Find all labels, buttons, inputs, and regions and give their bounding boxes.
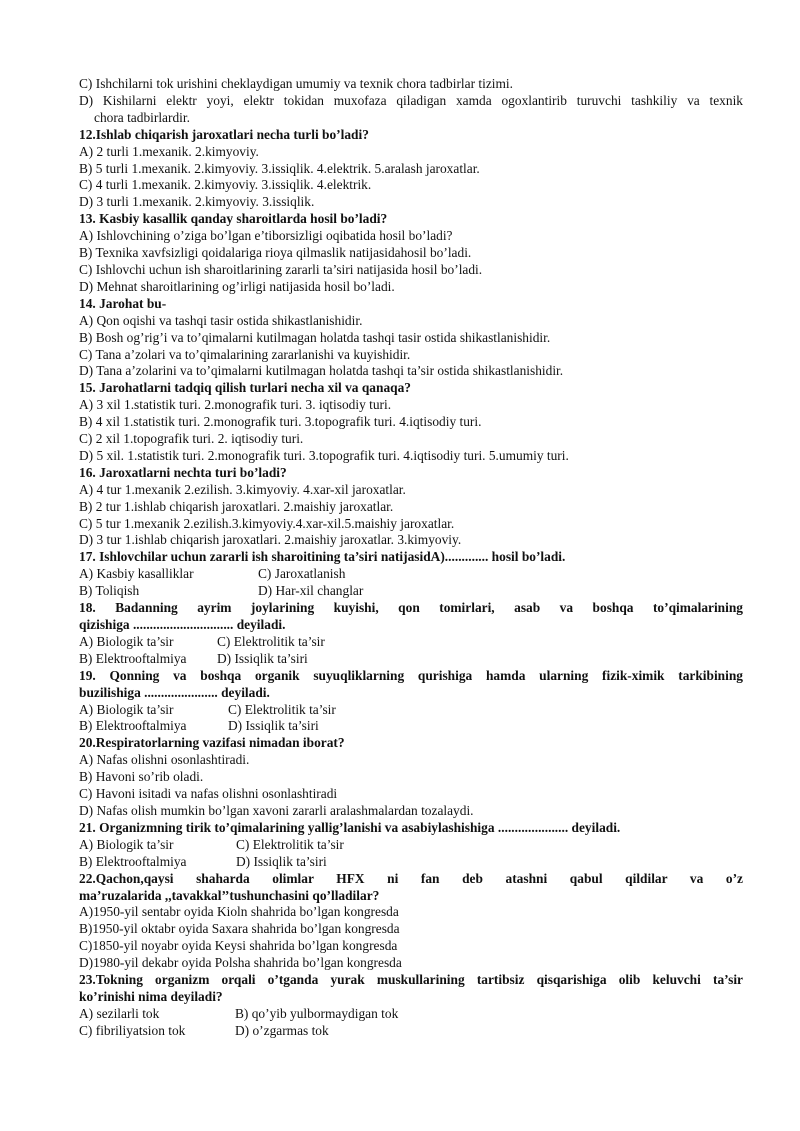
q17-option-d: D) Har-xil changlar	[258, 583, 364, 599]
answer-line: C) Ishchilarni tok urishini cheklaydigan umumiy va texnik chora tadbirlar tizimi.	[79, 76, 513, 91]
q20-option-b: B) Havoni so’rib oladi.	[79, 769, 204, 785]
question-12-title: 12.Ishlab chiqarish jaroxatlari necha turli bo’ladi?	[79, 126, 369, 142]
question-17-title: 17. Ishlovchilar uchun zararli ish sharoitining ta’siri natijasidA)............. hosil bo’ladi.	[79, 549, 566, 565]
q21-options-row-1	[79, 837, 743, 854]
q18-options-row-1	[79, 634, 743, 651]
q23-option-d: D) o’zgarmas tok	[235, 1022, 329, 1038]
question-23-title-cont: ko’rinishi nima deyiladi?	[79, 988, 223, 1004]
question-22-title: 22.Qachon,qaysi shaharda olimlar HFX ni fan deb atashni qabul qildilar va o’z	[79, 870, 743, 886]
q13-option-b: B) Texnika xavfsizligi qoidalariga rioya qilmaslik natijasidahosil bo’ladi.	[79, 245, 472, 261]
q20-option-a: A) Nafas olishni osonlashtiradi.	[79, 752, 250, 768]
question-18-title: 18. Badanning ayrim joylarining kuyishi, qon tomirlari, asab va boshqa to’qimalarining	[79, 600, 743, 616]
q12-option-b: B) 5 turli 1.mexanik. 2.kimyoviy. 3.issiqlik. 4.elektrik. 5.aralash jaroxatlar.	[79, 160, 480, 176]
q16-option-d: D) 3 tur 1.ishlab chiqarish jaroxatlari. 2.maishiy jaroxatlar. 3.kimyoviy.	[79, 532, 462, 548]
q23-option-c: C) fibriliyatsion tok	[79, 1022, 186, 1038]
q15-option-d: D) 5 xil. 1.statistik turi. 2.monografik turi. 3.topografik turi. 4.iqtisodiy turi. 5.umumiy turi.	[79, 447, 569, 463]
q20-option-d: D) Nafas olish mumkin bo’lgan xavoni zararli aralashmalardan tozalaydi.	[79, 802, 474, 818]
q23-option-a: A) sezilarli tok	[79, 1005, 160, 1021]
q16-option-b: B) 2 tur 1.ishlab chiqarish jaroxatlari. 2.maishiy jaroxatlar.	[79, 498, 394, 514]
q14-option-b: B) Bosh og’rig’i va to’qimalarni kutilmagan holatda tashqi tasir ostida shikastlanishidir.	[79, 329, 551, 345]
q20-option-c: C) Havoni isitadi va nafas olishni osonlashtiradi	[79, 786, 338, 802]
q17-options-row-2	[79, 583, 743, 600]
q22-option-b: B)1950-yil oktabr oyida Saxara shahrida bo’lgan kongresda	[79, 921, 400, 937]
question-16-title: 16. Jaroxatlarni nechta turi bo’ladi?	[79, 464, 287, 480]
q22-option-c: C)1850-yil noyabr oyida Keysi shahrida bo’lgan kongresda	[79, 938, 398, 954]
q16-option-a: A) 4 tur 1.mexanik 2.ezilish. 3.kimyoviy. 4.xar-xil jaroxatlar.	[79, 481, 406, 497]
q12-option-a: A) 2 turli 1.mexanik. 2.kimyoviy.	[79, 143, 259, 159]
q13-option-c: C) Ishlovchi uchun ish sharoitlarining zararli ta’siri natijasida hosil bo’ladi.	[79, 261, 483, 277]
q22-option-d: D)1980-yil dekabr oyida Polsha shahrida bo’lgan kongresda	[79, 955, 402, 971]
q19-options-row-1	[79, 702, 743, 719]
q17-option-c: C) Jaroxatlanish	[258, 566, 346, 582]
question-21-title: 21. Organizmning tirik to’qimalarining yallig’lanishi va asabiylashishiga ..................... deyiladi.	[79, 819, 621, 835]
q18-option-c: C) Elektrolitik ta’sir	[217, 633, 325, 649]
q13-option-d: D) Mehnat sharoitlarining og’irligi natijasida hosil bo’ladi.	[79, 278, 395, 294]
q23-options-row-2	[79, 1023, 743, 1040]
q12-option-d: D) 3 turli 1.mexanik. 2.kimyoviy. 3.issiqlik.	[79, 194, 315, 210]
q15-option-c: C) 2 xil 1.topografik turi. 2. iqtisodiy turi.	[79, 431, 304, 447]
q13-option-a: A) Ishlovchining o’ziga bo’lgan e’tiborsizligi oqibatida hosil bo’ladi?	[79, 228, 453, 244]
question-19-title: 19. Qonning va boshqa organik suyuqliklarning qurishiga hamda ularning fizik-ximik tarkibining	[79, 667, 743, 683]
q12-option-c: C) 4 turli 1.mexanik. 2.kimyoviy. 3.issiqlik. 4.elektrik.	[79, 177, 372, 193]
q18-option-b: B) Elektrooftalmiya	[79, 650, 187, 666]
question-22-title-cont: ma’ruzalarida ,,tavakkal’’tushunchasini qo’lladilar?	[79, 887, 380, 903]
question-19-title-cont: buzilishiga ...................... deyiladi.	[79, 684, 270, 700]
question-13-title: 13. Kasbiy kasallik qanday sharoitlarda hosil bo’ladi?	[79, 211, 388, 227]
q19-option-c: C) Elektrolitik ta’sir	[228, 701, 336, 717]
q16-option-c: C) 5 tur 1.mexanik 2.ezilish.3.kimyoviy.4.xar-xil.5.maishiy jaroxatlar.	[79, 515, 455, 531]
q21-options-row-2	[79, 854, 743, 871]
q21-option-c: C) Elektrolitik ta’sir	[236, 836, 344, 852]
q18-option-d: D) Issiqlik ta’siri	[217, 650, 308, 666]
q19-options-row-2	[79, 718, 743, 735]
q18-options-row-2	[79, 651, 743, 668]
q19-option-a: A) Biologik ta’sir	[79, 701, 174, 717]
q21-option-b: B) Elektrooftalmiya	[79, 853, 187, 869]
question-15-title: 15. Jarohatlarni tadqiq qilish turlari necha xil va qanaqa?	[79, 380, 411, 396]
q15-option-b: B) 4 xil 1.statistik turi. 2.monografik turi. 3.topografik turi. 4.iqtisodiy turi.	[79, 414, 482, 430]
answer-line-continuation: chora tadbirlardir.	[94, 109, 190, 125]
q14-option-c: C) Tana a’zolari va to’qimalarining zararlanishi va kuyishidir.	[79, 346, 411, 362]
q23-options-row-1	[79, 1006, 743, 1023]
question-14-title: 14. Jarohat bu-	[79, 295, 167, 311]
q17-options-row-1	[79, 566, 743, 583]
question-23-title: 23.Tokning organizm orqali o’tganda yurak muskullarining tartibsiz qisqarishiga olib keluvchi ta’sir	[79, 972, 743, 988]
q21-option-a: A) Biologik ta’sir	[79, 836, 174, 852]
q19-option-d: D) Issiqlik ta’siri	[228, 718, 319, 734]
q15-option-a: A) 3 xil 1.statistik turi. 2.monografik turi. 3. iqtisodiy turi.	[79, 397, 392, 413]
q14-option-a: A) Qon oqishi va tashqi tasir ostida shikastlanishidir.	[79, 312, 363, 328]
q21-option-d: D) Issiqlik ta’siri	[236, 853, 327, 869]
q14-option-d: D) Tana a’zolarini va to’qimalarni kutilmagan holatda tashqi ta’sir ostida shikastlanishidir.	[79, 363, 564, 379]
question-18-title-cont: qizishiga .............................. deyiladi.	[79, 617, 286, 632]
q17-option-a: A) Kasbiy kasalliklar	[79, 566, 194, 582]
q18-option-a: A) Biologik ta’sir	[79, 633, 174, 649]
q17-option-b: B) Toliqish	[79, 583, 140, 599]
q19-option-b: B) Elektrooftalmiya	[79, 718, 187, 734]
q23-option-b: B) qo’yib yulbormaydigan tok	[235, 1005, 399, 1021]
q22-option-a: A)1950-yil sentabr oyida Kioln shahrida bo’lgan kongresda	[79, 904, 399, 920]
question-20-title: 20.Respiratorlarning vazifasi nimadan iborat?	[79, 735, 345, 751]
answer-line: D) Kishilarni elektr yoyi, elektr tokidan muxofaza qiladigan xamda ogoxlantirib turuvchi tashkiliy va texnik	[79, 92, 743, 108]
